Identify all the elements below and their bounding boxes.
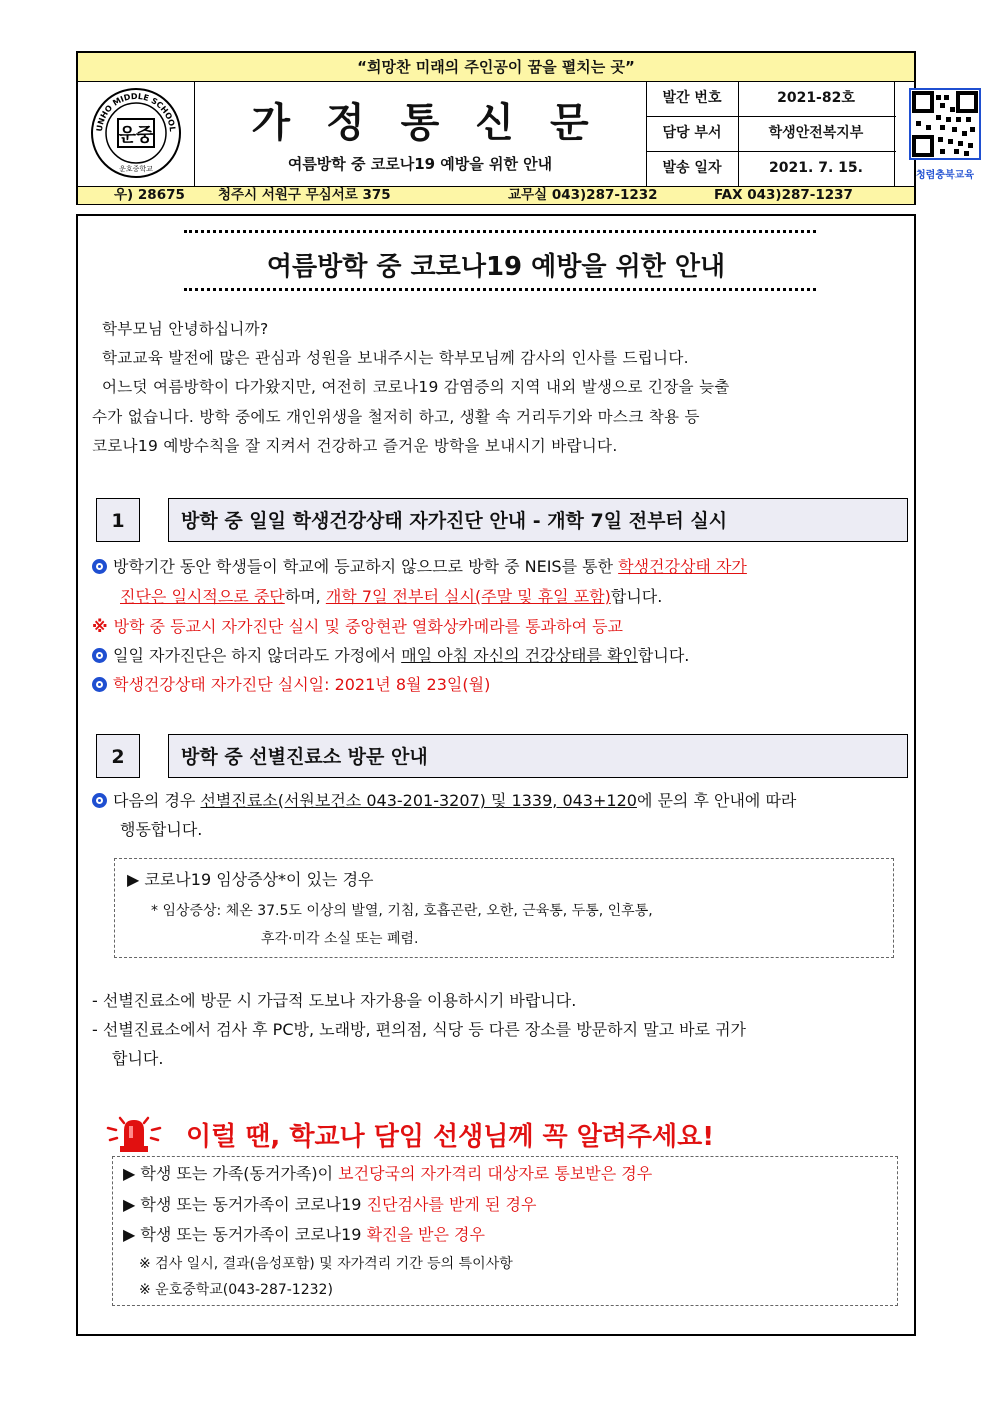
qr-cell [896,81,992,186]
alert-item-3 [123,1220,485,1250]
text: ▶ 학생 또는 동거가족이 코로나19 [123,1225,367,1244]
logo-center-text: 운중 [118,125,154,146]
intro-line: 학교교육 발전에 많은 관심과 성원을 보내주시는 학부모님께 감사의 인사를 드립니다. [102,349,689,367]
bullet-circle-icon [92,793,107,808]
text: 합니다. [610,587,663,606]
highlight-text: 학생건강상태 자가 [618,557,747,576]
intro-line: 학부모님 안녕하십니까? [102,320,269,338]
text: 합니다. [637,646,690,665]
bullet-circle-icon [92,559,107,574]
info-label: 발송 일자 [646,151,739,186]
bullet-circle-icon [92,648,107,663]
info-label: 담당 부서 [646,116,739,151]
text: 다음의 경우 [113,791,201,810]
section-2-bullet-1 [92,786,904,816]
section-2-dash-2: - 선별진료소에서 검사 후 PC방, 노래방, 편의점, 식당 등 다른 장소를 방문하지 말고 바로 귀가 [92,1020,747,1039]
qr-caption: 청렴충북교육 [916,170,974,181]
fax-number: FAX 043)287-1237 [714,187,853,203]
dotted-divider [184,230,816,233]
newsletter-title: 가정통신문 [251,99,625,146]
symptom-note-cont: 후각·미각 소실 또는 폐렴. [261,931,419,947]
newsletter-subtitle: 여름방학 중 코로나19 예방을 위한 안내 [287,155,553,173]
body-box [76,214,916,1336]
highlight-text: 보건당국의 자가격리 대상자로 통보받은 경우 [338,1164,653,1183]
alert-box [112,1156,898,1306]
section-1-bullet-1-cont [120,582,662,612]
alert-note-2: ※ 운호중학교(043-287-1232) [139,1282,333,1298]
siren-icon [106,1112,162,1156]
alert-title: 이럴 땐, 학교나 담임 선생님께 꼭 알려주세요! [186,1122,715,1152]
info-table [646,81,896,186]
text: 에 문의 후 안내에 따라 [636,791,797,810]
section-1-number: 1 [96,498,140,542]
header-box [76,51,974,205]
intro-line: 수가 없습니다. 방학 중에도 개인위생을 철저히 하고, 생활 속 거리두기와 마스크 착용 등 [92,408,700,426]
qr-code-icon [896,81,992,186]
symptom-note: * 임상증상: 체온 37.5도 이상의 발열, 기침, 호흡곤란, 오한, 근육통, 두통, 인후통, [151,903,653,919]
text: 방학 중 등교시 자가진단 실시 및 중앙현관 열화상카메라를 통과하여 등교 [113,617,624,636]
text: 학생건강상태 자가진단 실시일: 2021년 8월 23일(월) [113,675,491,694]
school-logo [78,81,194,186]
text: 일일 자가진단은 하지 않더라도 가정에서 [113,646,402,665]
text: 하며, [284,587,326,606]
address-bar [78,186,914,204]
highlight-text: 개학 7일 전부터 실시(주말 및 휴일 포함) [325,587,611,606]
highlight-text: 확진을 받은 경우 [366,1225,485,1244]
text: ▶ 학생 또는 가족(동거가족)이 [123,1164,339,1183]
section-1-bullet-2 [92,641,689,671]
section-2-dash-1: - 선별진료소에 방문 시 가급적 도보나 자가용을 이용하시기 바랍니다. [92,991,577,1010]
text: 방학기간 동안 학생들이 학교에 등교하지 않으므로 방학 중 NEIS를 통한 [113,557,619,576]
underlined-text: 매일 아침 자신의 건강상태를 확인 [401,646,638,665]
alert-item-1 [123,1159,652,1189]
street-address: 청주시 서원구 무심서로 375 [218,187,391,203]
info-label: 발간 번호 [646,81,739,116]
text: ▶ 학생 또는 동거가족이 코로나19 [123,1195,367,1214]
section-2-dash-2-cont: 합니다. [112,1049,164,1068]
symptom-title: ▶ 코로나19 임상증상*이 있는 경우 [127,870,374,889]
alert-item-2 [123,1190,536,1220]
slogan: “희망찬 미래의 주인공이 꿈을 펼치는 곳” [78,53,914,82]
section-1-bullet-3 [92,670,490,700]
info-value: 2021-82호 [738,81,895,116]
highlight-text: 진단검사를 받게 된 경우 [366,1195,537,1214]
info-value: 학생안전복지부 [738,116,895,151]
highlight-text: 진단은 일시적으로 중단 [120,587,285,606]
info-value: 2021. 7. 15. [738,151,895,186]
dotted-divider [184,288,816,291]
intro-line: 코로나19 예방수칙을 잘 지켜서 건강하고 즐거운 방학을 보내시기 바랍니다. [92,437,618,455]
office-phone: 교무실 043)287-1232 [508,187,658,203]
logo-ring-text: UNHO MIDDLE SCHOOL [94,91,178,133]
info-row-department [646,116,896,152]
underlined-text: 선별진료소(서원보건소 043-201-3207) 및 1339, 043+120 [200,791,637,810]
section-2-bullet-1-cont: 행동합니다. [120,820,203,839]
info-row-date [646,151,896,186]
document-title: 여름방학 중 코로나19 예방을 위한 안내 [266,252,726,282]
title-cell [194,81,647,186]
bullet-circle-icon [92,677,107,692]
postal-code: 우) 28675 [114,187,185,203]
section-2-number: 2 [96,734,140,778]
info-row-number [646,81,896,117]
note-mark-icon: ※ [92,617,108,636]
section-1-title: 방학 중 일일 학생건강상태 자가진단 안내 - 개학 7일 전부터 실시 [168,498,908,542]
logo-bottom-text: 운호중학교 [119,165,153,173]
intro-line: 어느덧 여름방학이 다가왔지만, 여전히 코로나19 감염증의 지역 내외 발생으로 긴장을 늦출 [102,378,730,396]
alert-note-1: ※ 검사 일시, 결과(음성포함) 및 자가격리 기간 등의 특이사항 [139,1256,513,1272]
section-1-note [92,612,623,642]
section-1-bullet-1 [92,552,904,582]
school-logo-cell [78,81,195,186]
section-2-title: 방학 중 선별진료소 방문 안내 [168,734,908,778]
symptom-box [114,858,894,958]
